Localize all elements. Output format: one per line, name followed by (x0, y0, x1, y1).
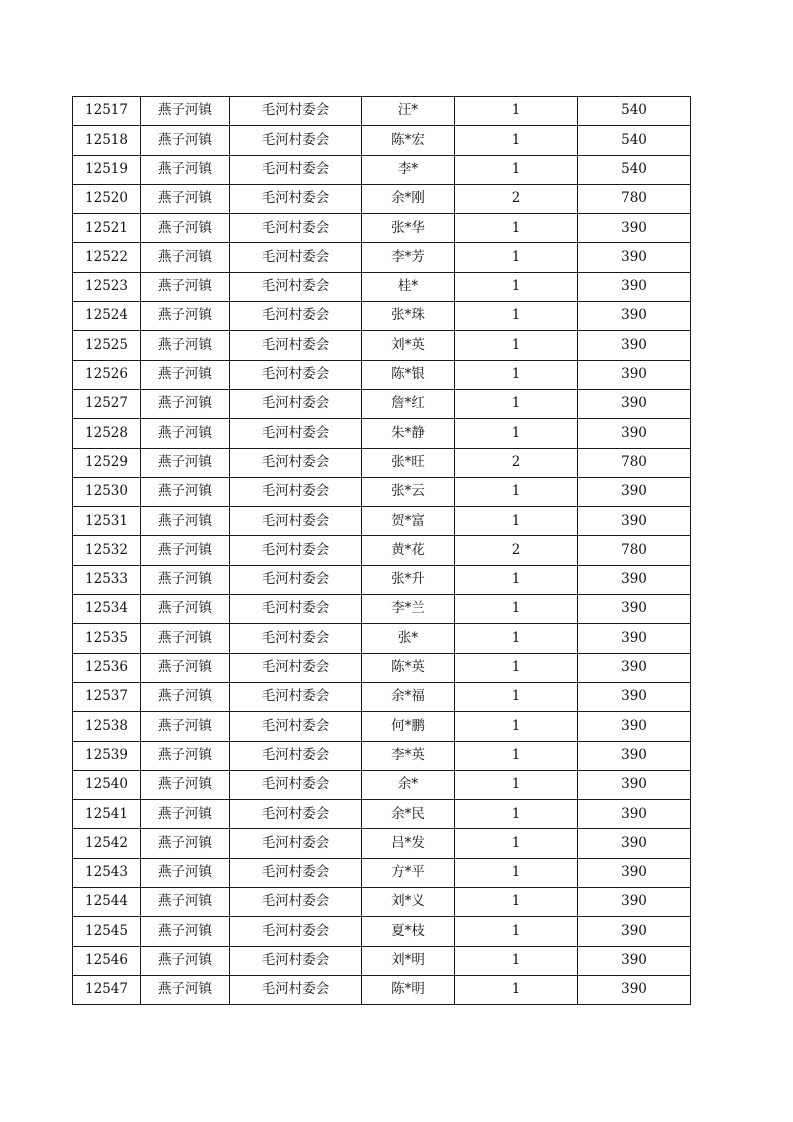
cell-count: 1 (455, 507, 578, 536)
cell-town: 燕子河镇 (141, 331, 230, 360)
cell-amount: 390 (578, 507, 691, 536)
table-row (73, 858, 691, 887)
cell-town: 燕子河镇 (141, 97, 230, 126)
cell-village: 毛河村委会 (230, 595, 362, 624)
cell-name: 张*升 (362, 565, 455, 594)
cell-name: 吕*发 (362, 829, 455, 858)
cell-town: 燕子河镇 (141, 448, 230, 477)
cell-id: 12545 (73, 917, 141, 946)
cell-village: 毛河村委会 (230, 682, 362, 711)
cell-id: 12529 (73, 448, 141, 477)
cell-id: 12534 (73, 595, 141, 624)
cell-count: 1 (455, 829, 578, 858)
cell-name: 李* (362, 155, 455, 184)
cell-town: 燕子河镇 (141, 624, 230, 653)
table-row (73, 126, 691, 155)
cell-count: 1 (455, 214, 578, 243)
cell-town: 燕子河镇 (141, 419, 230, 448)
cell-amount: 390 (578, 214, 691, 243)
cell-village: 毛河村委会 (230, 858, 362, 887)
cell-name: 余* (362, 770, 455, 799)
cell-village: 毛河村委会 (230, 477, 362, 506)
cell-count: 1 (455, 595, 578, 624)
cell-count: 1 (455, 624, 578, 653)
cell-town: 燕子河镇 (141, 243, 230, 272)
cell-amount: 390 (578, 829, 691, 858)
cell-id: 12537 (73, 682, 141, 711)
cell-town: 燕子河镇 (141, 477, 230, 506)
cell-village: 毛河村委会 (230, 917, 362, 946)
table-row (73, 624, 691, 653)
cell-village: 毛河村委会 (230, 946, 362, 975)
cell-village: 毛河村委会 (230, 272, 362, 301)
cell-id: 12519 (73, 155, 141, 184)
cell-village: 毛河村委会 (230, 770, 362, 799)
table-body (73, 97, 691, 1005)
subsidy-table (72, 96, 691, 1005)
cell-id: 12528 (73, 419, 141, 448)
cell-name: 方*平 (362, 858, 455, 887)
cell-id: 12523 (73, 272, 141, 301)
cell-count: 1 (455, 565, 578, 594)
cell-name: 何*鹏 (362, 712, 455, 741)
cell-amount: 780 (578, 448, 691, 477)
table-row (73, 243, 691, 272)
cell-count: 2 (455, 184, 578, 213)
cell-amount: 390 (578, 624, 691, 653)
cell-name: 贺*富 (362, 507, 455, 536)
cell-town: 燕子河镇 (141, 565, 230, 594)
cell-name: 陈*银 (362, 360, 455, 389)
cell-village: 毛河村委会 (230, 624, 362, 653)
cell-village: 毛河村委会 (230, 184, 362, 213)
cell-town: 燕子河镇 (141, 829, 230, 858)
cell-amount: 390 (578, 975, 691, 1004)
cell-amount: 390 (578, 917, 691, 946)
cell-name: 张*华 (362, 214, 455, 243)
cell-village: 毛河村委会 (230, 741, 362, 770)
table-row (73, 829, 691, 858)
cell-village: 毛河村委会 (230, 419, 362, 448)
cell-count: 1 (455, 858, 578, 887)
cell-amount: 390 (578, 682, 691, 711)
cell-amount: 540 (578, 97, 691, 126)
cell-town: 燕子河镇 (141, 741, 230, 770)
cell-count: 1 (455, 682, 578, 711)
cell-name: 桂* (362, 272, 455, 301)
cell-id: 12538 (73, 712, 141, 741)
table-row (73, 565, 691, 594)
table-row (73, 800, 691, 829)
cell-town: 燕子河镇 (141, 507, 230, 536)
cell-town: 燕子河镇 (141, 595, 230, 624)
cell-name: 李*英 (362, 741, 455, 770)
cell-amount: 390 (578, 389, 691, 418)
cell-count: 1 (455, 741, 578, 770)
cell-village: 毛河村委会 (230, 389, 362, 418)
cell-id: 12524 (73, 302, 141, 331)
cell-village: 毛河村委会 (230, 214, 362, 243)
table-row (73, 477, 691, 506)
table-row (73, 419, 691, 448)
cell-count: 1 (455, 975, 578, 1004)
cell-town: 燕子河镇 (141, 858, 230, 887)
cell-id: 12532 (73, 536, 141, 565)
cell-town: 燕子河镇 (141, 389, 230, 418)
cell-town: 燕子河镇 (141, 653, 230, 682)
cell-name: 汪* (362, 97, 455, 126)
cell-id: 12540 (73, 770, 141, 799)
cell-town: 燕子河镇 (141, 888, 230, 917)
cell-count: 1 (455, 419, 578, 448)
cell-id: 12531 (73, 507, 141, 536)
cell-name: 陈*宏 (362, 126, 455, 155)
cell-id: 12527 (73, 389, 141, 418)
table-row (73, 97, 691, 126)
table-row (73, 184, 691, 213)
table-row (73, 595, 691, 624)
cell-amount: 390 (578, 595, 691, 624)
cell-town: 燕子河镇 (141, 184, 230, 213)
table-row (73, 712, 691, 741)
cell-town: 燕子河镇 (141, 360, 230, 389)
table-row (73, 741, 691, 770)
cell-town: 燕子河镇 (141, 536, 230, 565)
cell-name: 陈*明 (362, 975, 455, 1004)
cell-name: 刘*义 (362, 888, 455, 917)
cell-count: 1 (455, 389, 578, 418)
cell-count: 1 (455, 360, 578, 389)
cell-id: 12539 (73, 741, 141, 770)
cell-village: 毛河村委会 (230, 448, 362, 477)
cell-town: 燕子河镇 (141, 946, 230, 975)
cell-id: 12546 (73, 946, 141, 975)
cell-town: 燕子河镇 (141, 975, 230, 1004)
cell-name: 黄*花 (362, 536, 455, 565)
cell-id: 12542 (73, 829, 141, 858)
table-row (73, 214, 691, 243)
cell-village: 毛河村委会 (230, 126, 362, 155)
cell-name: 张*云 (362, 477, 455, 506)
cell-id: 12533 (73, 565, 141, 594)
cell-amount: 390 (578, 741, 691, 770)
table-row (73, 302, 691, 331)
cell-count: 1 (455, 477, 578, 506)
table-row (73, 272, 691, 301)
cell-count: 1 (455, 126, 578, 155)
cell-count: 1 (455, 272, 578, 301)
cell-name: 刘*明 (362, 946, 455, 975)
cell-count: 1 (455, 155, 578, 184)
table-row (73, 653, 691, 682)
cell-count: 1 (455, 770, 578, 799)
cell-id: 12525 (73, 331, 141, 360)
cell-id: 12526 (73, 360, 141, 389)
cell-amount: 390 (578, 858, 691, 887)
table-row (73, 946, 691, 975)
cell-name: 李*兰 (362, 595, 455, 624)
cell-amount: 390 (578, 800, 691, 829)
cell-amount: 390 (578, 302, 691, 331)
cell-name: 余*刚 (362, 184, 455, 213)
table-row (73, 917, 691, 946)
cell-name: 余*福 (362, 682, 455, 711)
cell-village: 毛河村委会 (230, 243, 362, 272)
cell-id: 12543 (73, 858, 141, 887)
table-row (73, 888, 691, 917)
cell-amount: 390 (578, 243, 691, 272)
table-row (73, 360, 691, 389)
cell-name: 陈*英 (362, 653, 455, 682)
cell-id: 12541 (73, 800, 141, 829)
cell-village: 毛河村委会 (230, 302, 362, 331)
cell-village: 毛河村委会 (230, 97, 362, 126)
cell-amount: 390 (578, 419, 691, 448)
cell-id: 12535 (73, 624, 141, 653)
cell-count: 1 (455, 917, 578, 946)
cell-amount: 390 (578, 565, 691, 594)
cell-name: 詹*红 (362, 389, 455, 418)
cell-village: 毛河村委会 (230, 829, 362, 858)
table-row (73, 770, 691, 799)
table-row (73, 682, 691, 711)
cell-name: 刘*英 (362, 331, 455, 360)
cell-id: 12521 (73, 214, 141, 243)
cell-town: 燕子河镇 (141, 800, 230, 829)
table-row (73, 507, 691, 536)
cell-town: 燕子河镇 (141, 712, 230, 741)
cell-town: 燕子河镇 (141, 770, 230, 799)
cell-amount: 390 (578, 477, 691, 506)
cell-amount: 390 (578, 946, 691, 975)
cell-town: 燕子河镇 (141, 302, 230, 331)
cell-name: 张* (362, 624, 455, 653)
cell-amount: 540 (578, 155, 691, 184)
cell-village: 毛河村委会 (230, 712, 362, 741)
cell-name: 张*珠 (362, 302, 455, 331)
cell-village: 毛河村委会 (230, 536, 362, 565)
cell-count: 1 (455, 946, 578, 975)
table-row (73, 448, 691, 477)
cell-count: 2 (455, 536, 578, 565)
table-row (73, 536, 691, 565)
cell-village: 毛河村委会 (230, 565, 362, 594)
cell-village: 毛河村委会 (230, 360, 362, 389)
cell-amount: 390 (578, 653, 691, 682)
cell-name: 朱*静 (362, 419, 455, 448)
table-row (73, 975, 691, 1004)
cell-amount: 390 (578, 770, 691, 799)
cell-id: 12522 (73, 243, 141, 272)
cell-amount: 780 (578, 536, 691, 565)
cell-name: 张*旺 (362, 448, 455, 477)
cell-count: 1 (455, 331, 578, 360)
cell-amount: 390 (578, 331, 691, 360)
cell-id: 12518 (73, 126, 141, 155)
cell-amount: 390 (578, 360, 691, 389)
cell-amount: 540 (578, 126, 691, 155)
table-row (73, 389, 691, 418)
cell-village: 毛河村委会 (230, 331, 362, 360)
cell-name: 余*民 (362, 800, 455, 829)
cell-village: 毛河村委会 (230, 975, 362, 1004)
document-page (72, 96, 690, 1005)
cell-village: 毛河村委会 (230, 155, 362, 184)
cell-id: 12520 (73, 184, 141, 213)
table-row (73, 155, 691, 184)
cell-town: 燕子河镇 (141, 682, 230, 711)
cell-count: 1 (455, 97, 578, 126)
cell-amount: 780 (578, 184, 691, 213)
cell-id: 12530 (73, 477, 141, 506)
cell-count: 1 (455, 302, 578, 331)
cell-count: 1 (455, 712, 578, 741)
cell-amount: 390 (578, 272, 691, 301)
cell-town: 燕子河镇 (141, 126, 230, 155)
cell-count: 1 (455, 888, 578, 917)
cell-village: 毛河村委会 (230, 888, 362, 917)
cell-village: 毛河村委会 (230, 653, 362, 682)
cell-village: 毛河村委会 (230, 800, 362, 829)
cell-amount: 390 (578, 888, 691, 917)
cell-name: 夏*枝 (362, 917, 455, 946)
cell-name: 李*芳 (362, 243, 455, 272)
cell-id: 12547 (73, 975, 141, 1004)
cell-count: 1 (455, 800, 578, 829)
cell-count: 2 (455, 448, 578, 477)
table-row (73, 331, 691, 360)
cell-id: 12544 (73, 888, 141, 917)
cell-town: 燕子河镇 (141, 917, 230, 946)
cell-town: 燕子河镇 (141, 214, 230, 243)
cell-town: 燕子河镇 (141, 272, 230, 301)
cell-village: 毛河村委会 (230, 507, 362, 536)
cell-count: 1 (455, 243, 578, 272)
cell-id: 12517 (73, 97, 141, 126)
cell-id: 12536 (73, 653, 141, 682)
cell-count: 1 (455, 653, 578, 682)
cell-amount: 390 (578, 712, 691, 741)
cell-town: 燕子河镇 (141, 155, 230, 184)
